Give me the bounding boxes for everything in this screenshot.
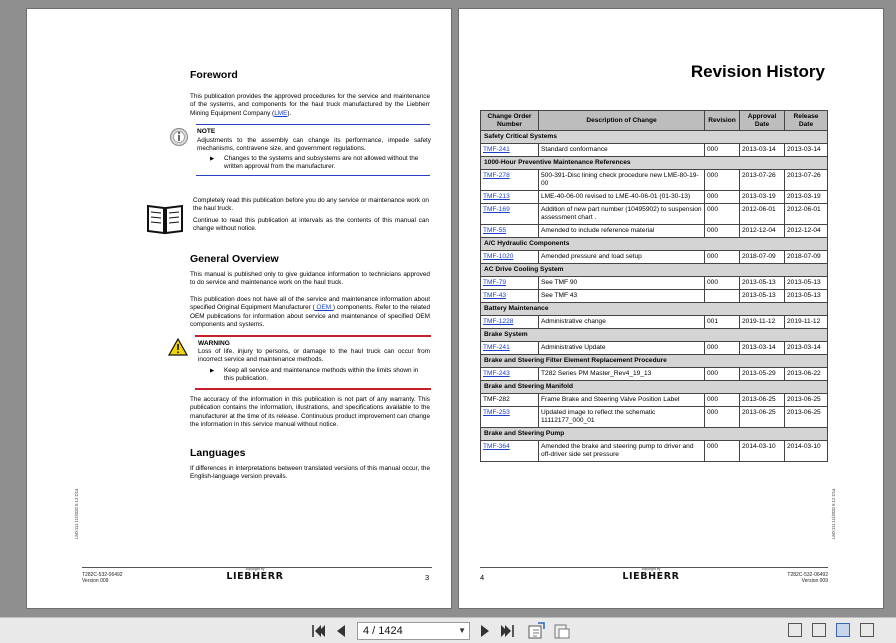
- chevron-down-icon: ▼: [458, 626, 466, 635]
- change-order-cell: [481, 191, 539, 204]
- revision-cell: 001: [705, 316, 740, 329]
- change-order-cell: [481, 368, 539, 381]
- change-order-cell: [481, 225, 539, 238]
- left-page: [26, 8, 452, 609]
- approval-date-cell: 2013-03-14: [740, 342, 785, 355]
- section-row: [481, 131, 828, 144]
- prev-page-icon[interactable]: [334, 622, 348, 640]
- release-date-cell: 2018-07-09: [785, 251, 828, 264]
- release-date-cell: 2013-07-26: [785, 170, 828, 191]
- right-page: [458, 8, 884, 609]
- table-row: [481, 170, 828, 191]
- table-row: [481, 225, 828, 238]
- col-description: Description of Change: [539, 111, 705, 131]
- approval-date-cell: 2019-11-12: [740, 316, 785, 329]
- footer-doc-info: T282C-532-06492 Version 009: [82, 572, 123, 584]
- approval-date-cell: 2014-03-10: [740, 441, 785, 462]
- change-order-cell: [481, 441, 539, 462]
- table-row: [481, 394, 828, 407]
- section-title: Brake System: [481, 329, 828, 342]
- section-title: 1000-Hour Preventive Maintenance References: [481, 157, 828, 170]
- description-cell: Administrative change: [539, 316, 705, 329]
- change-order-link[interactable]: TMF-278: [483, 172, 510, 180]
- change-order-link[interactable]: TMF-1228: [483, 318, 514, 326]
- section-title: Brake and Steering Filter Element Replacement Procedure: [481, 355, 828, 368]
- description-cell: T282 Series PM Master_Rev4_19_13: [539, 368, 705, 381]
- section-title: Safety Critical Systems: [481, 131, 828, 144]
- two-page-continuous-icon[interactable]: [860, 623, 874, 637]
- section-title: Battery Maintenance: [481, 303, 828, 316]
- section-row: [481, 238, 828, 251]
- general-paragraph-3: The accuracy of the information in this publication is not part of any warranty. This publication contains the information, illustrations, and specifications available to the manufacturer at the time of its release. Continuous product improvement can change the information in this service manual without notice.: [190, 396, 430, 429]
- read-manual-paragraph-2: Continue to read this publication at intervals as the contents of this manual can change without notice.: [193, 217, 429, 233]
- note-title: NOTE: [197, 128, 216, 135]
- change-order-cell: [481, 407, 539, 428]
- revision-cell: 000: [705, 191, 740, 204]
- table-row: [481, 204, 828, 225]
- description-cell: Amended to include reference material: [539, 225, 705, 238]
- release-date-cell: 2013-03-14: [785, 342, 828, 355]
- section-title: Brake and Steering Manifold: [481, 381, 828, 394]
- two-page-icon[interactable]: [836, 623, 850, 637]
- col-change-order: Change Order Number: [481, 111, 539, 131]
- continuous-icon[interactable]: [812, 623, 826, 637]
- change-order-link[interactable]: TMF-169: [483, 206, 510, 214]
- page-number: 4: [480, 573, 485, 582]
- col-release-date: Release Date: [785, 111, 828, 131]
- release-date-cell: 2013-06-25: [785, 394, 828, 407]
- warning-bottom-rule: [195, 388, 431, 390]
- general-paragraph-1: This manual is published only to give guidance information to technicians approved to do service and maintenance work on the haul truck.: [190, 271, 430, 287]
- table-header-row: [481, 111, 828, 131]
- description-cell: Updated image to reflect the schematic 11112177_000_01: [539, 407, 705, 428]
- change-order-cell: [481, 290, 539, 303]
- revision-history-title: Revision History: [690, 62, 825, 81]
- description-cell: See TMF 43: [539, 290, 705, 303]
- description-cell: LME-40-06-00 revised to LME-40-06-01 (01-30-13): [539, 191, 705, 204]
- release-date-cell: 2013-03-19: [785, 191, 828, 204]
- general-paragraph-2: This publication does not have all of the service and maintenance information about specified Original Equipment Manufacturer ( OEM ) components. Refer to the related OEM publications for information about service and maintenance of specified OEM components and systems.: [190, 296, 430, 329]
- change-order-link[interactable]: TMF-241: [483, 344, 510, 352]
- description-cell: 500-391-Disc lining check procedure new LME-80-19-00: [539, 170, 705, 191]
- note-top-rule: [196, 124, 430, 125]
- change-order-link[interactable]: TMF-253: [483, 409, 510, 417]
- revision-cell: 000: [705, 144, 740, 157]
- approval-date-cell: 2013-06-25: [740, 407, 785, 428]
- revision-cell: 000: [705, 342, 740, 355]
- section-row: [481, 428, 828, 441]
- approval-date-cell: 2013-05-29: [740, 368, 785, 381]
- release-date-cell: 2012-12-04: [785, 225, 828, 238]
- release-date-cell: 2013-03-14: [785, 144, 828, 157]
- single-page-icon[interactable]: [788, 623, 802, 637]
- approval-date-cell: 2012-12-04: [740, 225, 785, 238]
- section-row: [481, 303, 828, 316]
- page-number-select[interactable]: 4 / 1424 ▼: [357, 622, 470, 640]
- revision-cell: 000: [705, 441, 740, 462]
- change-order-link[interactable]: TMF-243: [483, 370, 510, 378]
- description-cell: See TMF 90: [539, 277, 705, 290]
- page-number: 3: [425, 573, 430, 582]
- footer-doc-info: T282C-532-06492 Version 009: [787, 572, 828, 584]
- approval-date-cell: 2013-05-13: [740, 277, 785, 290]
- description-cell: Addition of new part number (10495902) to suspension assessment chart .: [539, 204, 705, 225]
- section-title: AC Drive Cooling System: [481, 264, 828, 277]
- export-icon[interactable]: [527, 622, 545, 640]
- margin-code: LMX111 11/2020 5:12 D1a: [831, 488, 836, 539]
- revision-cell: 000: [705, 204, 740, 225]
- table-row: [481, 316, 828, 329]
- section-row: [481, 264, 828, 277]
- section-row: [481, 157, 828, 170]
- change-order-link[interactable]: TMF-55: [483, 227, 507, 235]
- change-order-link[interactable]: TMF-43: [483, 292, 507, 300]
- release-date-cell: 2012-06-01: [785, 204, 828, 225]
- change-order-cell: [481, 342, 539, 355]
- revision-table: [480, 110, 828, 462]
- foreword-title: Foreword: [190, 69, 238, 81]
- change-order-cell: [481, 251, 539, 264]
- release-date-cell: 2013-06-22: [785, 368, 828, 381]
- last-page-icon[interactable]: [500, 622, 516, 640]
- languages-paragraph: If differences in interpretations between translated versions of this manual occur, the English-language version prevails.: [190, 465, 430, 481]
- revision-cell: 000: [705, 225, 740, 238]
- next-page-icon[interactable]: [478, 622, 492, 640]
- approval-date-cell: 2013-05-13: [740, 290, 785, 303]
- revision-cell: 000: [705, 170, 740, 191]
- change-order-cell: [481, 170, 539, 191]
- col-approval-date: Approval Date: [740, 111, 785, 131]
- languages-title: Languages: [190, 447, 246, 459]
- description-cell: Amended the brake and steering pump to driver and off-driver side set pressure: [539, 441, 705, 462]
- description-cell: Amended pressure and load setup: [539, 251, 705, 264]
- change-order-cell: TMF-282: [481, 394, 539, 407]
- section-row: [481, 381, 828, 394]
- table-row: [481, 342, 828, 355]
- read-manual-book-icon: [145, 200, 185, 236]
- warning-top-rule: [195, 335, 431, 337]
- approval-date-cell: 2013-03-14: [740, 144, 785, 157]
- change-order-link[interactable]: TMF-1020: [483, 253, 514, 261]
- section-title: A/C Hydraulic Components: [481, 238, 828, 251]
- general-overview-title: General Overview: [190, 253, 279, 265]
- read-manual-paragraph-1: Completely read this publication before you do any service or maintenance work on the haul truck.: [193, 197, 429, 213]
- approval-date-cell: 2013-03-19: [740, 191, 785, 204]
- lme-link[interactable]: LME: [274, 109, 288, 117]
- section-row: [481, 329, 828, 342]
- section-title: Brake and Steering Pump: [481, 428, 828, 441]
- approval-date-cell: 2018-07-09: [740, 251, 785, 264]
- table-row: [481, 251, 828, 264]
- warning-bullet: ▶ Keep all service and maintenance methods within the limits shown in this publication.: [224, 367, 428, 384]
- revision-cell: 000: [705, 407, 740, 428]
- change-order-cell: [481, 204, 539, 225]
- section-row: [481, 355, 828, 368]
- revision-cell: [705, 290, 740, 303]
- change-order-link[interactable]: TMF-213: [483, 193, 510, 201]
- liebherr-logo: copyright by LIEBHERR: [226, 567, 284, 582]
- release-date-cell: 2013-05-13: [785, 290, 828, 303]
- note-bullet: ▶ Changes to the systems and subsystems are not allowed without the written approval from the manufacturer.: [224, 155, 428, 172]
- approval-date-cell: 2012-06-01: [740, 204, 785, 225]
- approval-date-cell: 2013-06-25: [740, 394, 785, 407]
- col-revision: Revision: [705, 111, 740, 131]
- release-date-cell: 2019-11-12: [785, 316, 828, 329]
- table-row: [481, 407, 828, 428]
- first-page-icon[interactable]: [310, 622, 326, 640]
- viewer-toolbar: [0, 617, 896, 643]
- foreword-paragraph: This publication provides the approved procedures for the service and maintenance of the systems, and components for the haul truck manufactured by the Liebherr Mining Equipment Company (LME).: [190, 93, 430, 117]
- warning-text: Loss of life, injury to persons, or damage to the haul truck can occur from incorrect service and maintenance methods.: [198, 348, 430, 364]
- table-row: [481, 368, 828, 381]
- change-order-cell: [481, 316, 539, 329]
- revision-cell: 000: [705, 394, 740, 407]
- revision-cell: 000: [705, 251, 740, 264]
- warning-title: WARNING: [198, 340, 230, 347]
- change-order-cell: [481, 144, 539, 157]
- release-date-cell: 2013-05-13: [785, 277, 828, 290]
- print-icon[interactable]: [553, 622, 571, 640]
- margin-code: LMX111 11/2020 5:12 D1a: [74, 488, 79, 539]
- approval-date-cell: 2013-07-26: [740, 170, 785, 191]
- liebherr-logo: copyright by LIEBHERR: [622, 567, 680, 582]
- revision-cell: 000: [705, 368, 740, 381]
- change-order-link[interactable]: TMF-79: [483, 279, 507, 287]
- description-cell: Standard conformance: [539, 144, 705, 157]
- warning-icon: [168, 338, 188, 356]
- change-order-link[interactable]: TMF-241: [483, 146, 510, 154]
- release-date-cell: 2014-03-10: [785, 441, 828, 462]
- oem-link[interactable]: OEM: [314, 304, 333, 312]
- description-cell: Administrative Update: [539, 342, 705, 355]
- table-row: [481, 290, 828, 303]
- note-text: Adjustments to the assembly can change its performance, impede safety mechanisms, contravene size, and government regulations.: [197, 137, 431, 153]
- table-row: [481, 191, 828, 204]
- info-note-icon: [169, 127, 189, 147]
- release-date-cell: 2013-06-25: [785, 407, 828, 428]
- table-row: [481, 144, 828, 157]
- description-cell: Frame Brake and Steering Valve Position Label: [539, 394, 705, 407]
- change-order-link[interactable]: TMF-364: [483, 443, 510, 451]
- table-row: [481, 441, 828, 462]
- note-bottom-rule: [196, 175, 430, 176]
- revision-cell: 000: [705, 277, 740, 290]
- table-row: [481, 277, 828, 290]
- change-order-cell: [481, 277, 539, 290]
